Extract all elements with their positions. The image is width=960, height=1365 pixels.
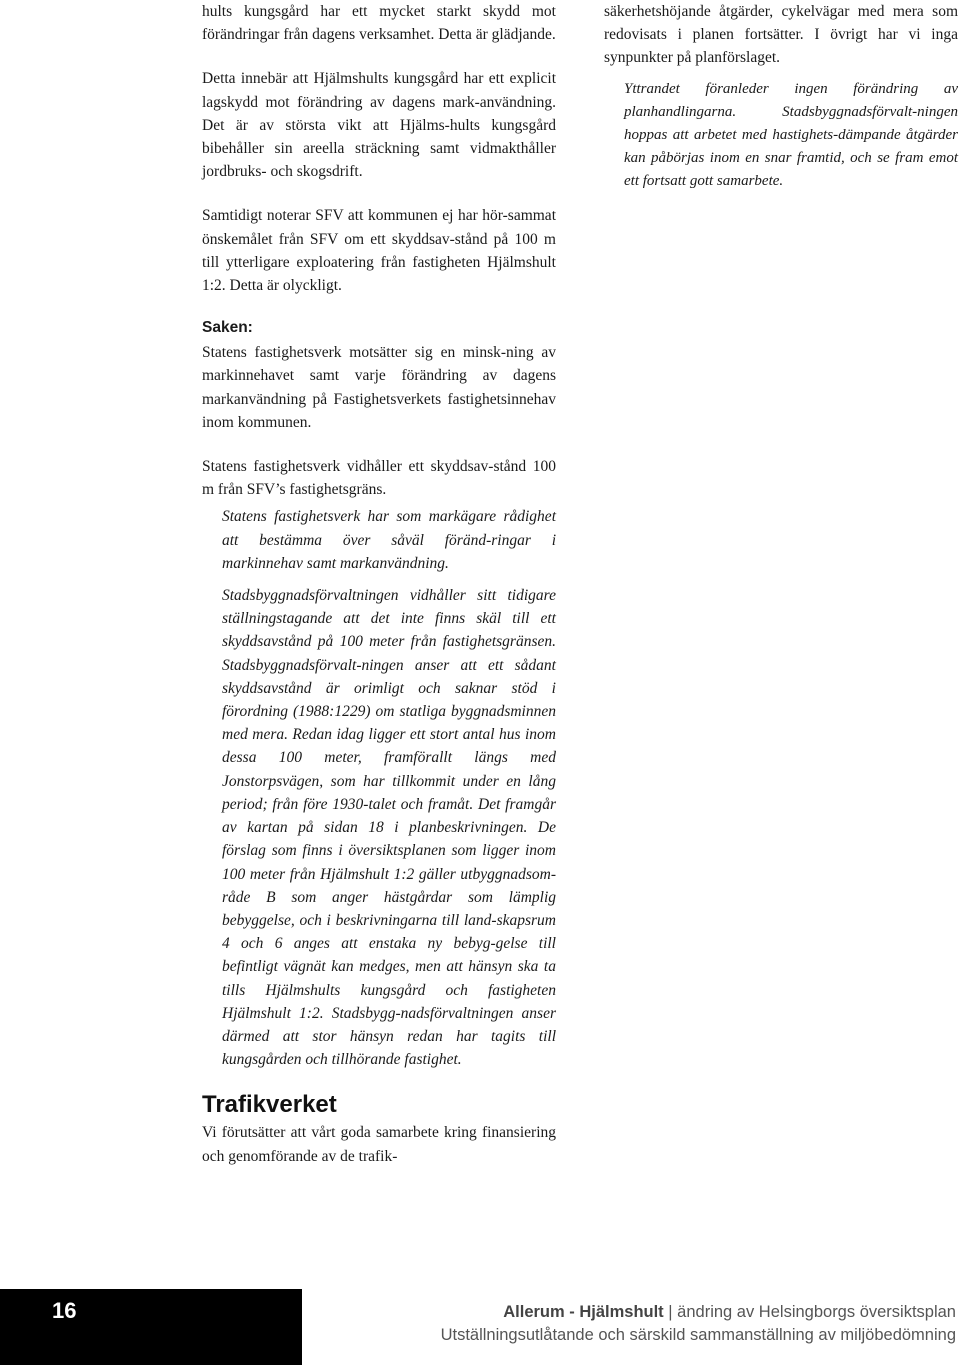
reply-paragraph-right: Yttrandet föranleder ingen förändring av planhandlingarna. Stadsbyggnadsförvalt-ningen hoppas att arbetet med hastighets-dämpande åtgärder kan påbörjas inom en snar framtid, och se fram emot ett fortsatt gott samarbete. [624, 80, 958, 189]
footer-title [441, 1301, 956, 1347]
trafikverket-text: Vi förutsätter att vårt goda samarbete kring finansiering och genomförande av de trafik- [202, 1124, 556, 1165]
paragraph-skyddsavstand: Samtidigt noterar SFV att kommunen ej har hör-sammat önskemålet från SFV om ett skyddsav-stånd på 100 m till ytterligare exploatering från fastigheten Hjälmshult 1:2. Detta är olyckligt. [202, 207, 556, 295]
footer-title-bold: Allerum - Hjälmshult [503, 1303, 664, 1321]
left-column [202, 0, 556, 1168]
page-number: 16 [52, 1298, 77, 1323]
footer-title-rest: ändring av Helsingborgs översiktsplan [677, 1303, 956, 1321]
reply-block-right [624, 78, 958, 193]
footer-subtitle: Utställningsutlåtande och särskild sammanställning av miljöbedömning [440, 1326, 956, 1344]
intro-paragraph: hults kungsgård har ett mycket starkt skydd mot förändringar från dagens verksamhet. Detta är glädjande. [202, 3, 556, 44]
footer-separator: | [668, 1303, 673, 1321]
footer-page-box [0, 1289, 302, 1365]
paragraph-vidhaller: Statens fastighetsverk vidhåller ett skyddsav-stånd 100 m från SFV’s fastighetsgräns. [202, 458, 556, 499]
saken-text: Statens fastighetsverk motsätter sig en minsk-ning av markinnehavet samt varje förändring av dagens markanvändning på Fastighetsverkets fastighetsinnehav inom kommunen. [202, 344, 556, 431]
footer-title-line [441, 1301, 956, 1324]
trafikverket-continued-text: säkerhetshöjande åtgärder, cykelvägar med mera som redovisats i planen fortsätter. I övrigt har vi inga synpunkter på planförslaget. [604, 3, 958, 67]
reply-paragraph-2: Stadsbyggnadsförvaltningen vidhåller sitt tidigare ställningstagande att det inte finns skäl till ett skyddsavstånd på 100 meter från fastighetsgränsen. Stadsbyggnadsförvalt-ningen anser att ett sådant skyddsavstånd är orimligt och saknar stöd i förordning (1988:1229) om statliga byggnadsminnen med mera. Redan idag ligger ett stort antal hus inom dessa 100 meter, framförallt längs med Jonstorpsvägen, som har tillkommit under en lång period; från före 1930-talet och framåt. Det framgår av kartan på sidan 18 i planbeskrivningen. De förslag som finns i översiktsplanen som ligger inom 100 meter från Hjälmshult 1:2 gäller utbyggnadsom-råde B som anger hästgårdar som lämplig bebyggelse, och i beskrivningarna till land-skapsrum 4 och 6 anges att enstaka ny bebyg-gelse till befintligt vägnät kan medges, men att hänsyn ska ta tills Hjälmshults kungsgård och fastigheten Hjälmshult 1:2. Stadsbygg-nadsförvaltningen anser därmed att stor hänsyn redan har tagits till kungsgården och tillhörande fastighet. [222, 587, 556, 1069]
right-column [604, 0, 958, 193]
reply-paragraph-1: Statens fastighetsverk har som markägare rådighet att bestämma över såväl föränd-ringar i markinnehav samt markanvändning. [222, 508, 556, 572]
saken-heading: Saken: [202, 319, 253, 337]
paragraph-lagskydd: Detta innebär att Hjälmshults kungsgård har ett explicit lagskydd mot förändring av dagens mark-användning. Det är av största vikt att Hjälms-hults kungsgård bibehåller sin areella sträckning samt vidmakthåller jordbruks- och skogsdrift. [202, 70, 556, 181]
reply-block [222, 505, 556, 1071]
section-heading-trafikverket: Trafikverket [202, 1091, 337, 1119]
